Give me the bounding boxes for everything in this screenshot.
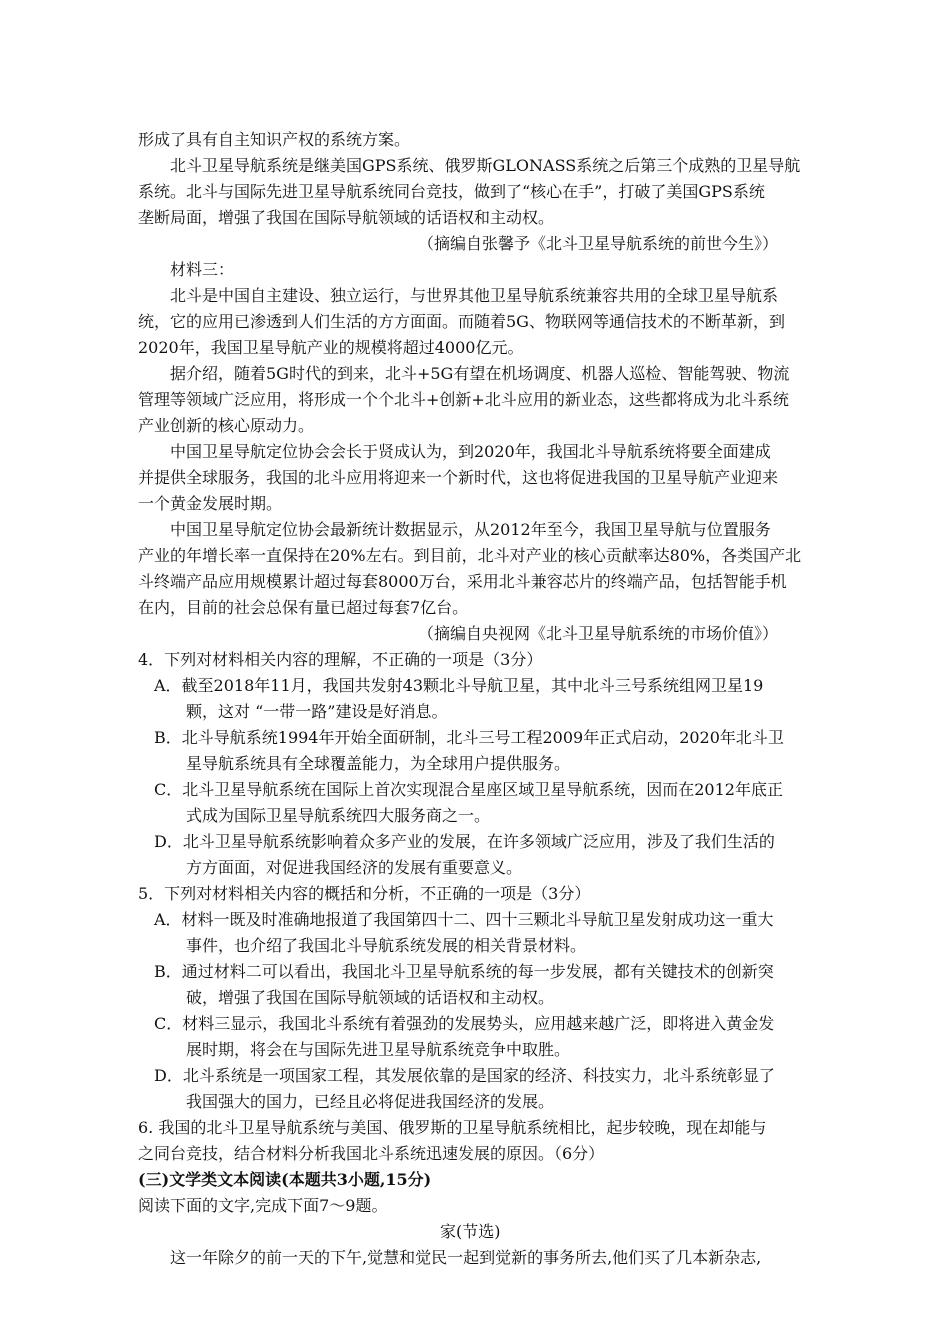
option-text: 破，增强了我国在国际导航领域的话语权和主动权。: [186, 988, 555, 1007]
option-d: D．北斗卫星导航系统影响着众多产业的发展，在许多领域广泛应用，涉及了我们生活的: [154, 832, 775, 851]
source-citation: （摘编自央视网《北斗卫星导航系统的市场价值》）: [418, 624, 779, 643]
option-a: A．截至2018年11月，我国共发射43颗北斗导航卫星，其中北斗三号系统组网卫星19: [154, 676, 764, 695]
source-citation: （摘编自张馨予《北斗卫星导航系统的前世今生》）: [418, 234, 779, 253]
text-line: 中国卫星导航定位协会最新统计数据显示，从2012年至今，我国卫星导航与位置服务: [170, 520, 771, 539]
option-a: A．材料一既及时准确地报道了我国第四十二、四十三颗北斗导航卫星发射成功这一重大: [154, 910, 774, 929]
text-line: 垄断局面，增强了我国在国际导航领域的话语权和主动权。: [138, 208, 555, 227]
instruction-text: 阅读下面的文字,完成下面7～9题。: [138, 1196, 388, 1215]
text-line: 一个黄金发展时期。: [138, 494, 283, 513]
option-text: 我国强大的国力，已经且必将促进我国经济的发展。: [186, 1092, 555, 1111]
text-line: 系统。北斗与国际先进卫星导航系统同台竞技，做到了“核心在手”，打破了美国GPS系统: [138, 182, 765, 201]
text-line: 斗终端产品应用规模累计超过每套8000万台，采用北斗兼容芯片的终端产品，包括智能手机: [138, 572, 787, 591]
option-text: 颗，这对 “一带一路”建设是好消息。: [186, 702, 448, 721]
option-b: B．通过材料二可以看出，我国北斗卫星导航系统的每一步发展，都有关键技术的创新突: [154, 962, 774, 981]
text-line: 中国卫星导航定位协会会长于贤成认为，到2020年，我国北斗导航系统将要全面建成: [170, 442, 771, 461]
text-line: 北斗是中国自主建设、独立运行，与世界其他卫星导航系统兼容共用的全球卫星导航系: [170, 286, 779, 305]
text-line: 据介绍，随着5G时代的到来，北斗+5G有望在机场调度、机器人巡检、智能驾驶、物流: [170, 364, 790, 383]
question-4: 4．下列对材料相关内容的理解，不正确的一项是（3分）: [138, 650, 543, 669]
section-label: 材料三：: [170, 260, 235, 279]
option-text: 展时期，将会在与国际先进卫星导航系统竞争中取胜。: [186, 1040, 571, 1059]
text-line: 2020年，我国卫星导航产业的规模将超过4000亿元。: [138, 338, 524, 357]
option-text: 星导航系统具有全球覆盖能力，为全球用户提供服务。: [186, 754, 571, 773]
question-6: 6. 我国的北斗卫星导航系统与美国、俄罗斯的卫星导航系统相比，起步较晚，现在却能与: [138, 1118, 767, 1137]
text-line: 管理等领域广泛应用，将形成一个个北斗+创新+北斗应用的新业态，这些都将成为北斗系统: [138, 390, 789, 409]
question-5: 5．下列对材料相关内容的概括和分析，不正确的一项是（3分）: [138, 884, 591, 903]
option-c: C．材料三显示，我国北斗系统有着强劲的发展势头，应用越来越广泛，即将进入黄金发: [154, 1014, 775, 1033]
option-d: D．北斗系统是一项国家工程，其发展依靠的是国家的经济、科技实力，北斗系统彰显了: [154, 1066, 775, 1085]
text-line: 形成了具有自主知识产权的系统方案。: [138, 130, 411, 149]
text-line: 这一年除夕的前一天的下午,觉慧和觉民一起到觉新的事务所去,他们买了几本新杂志,: [170, 1248, 762, 1267]
option-c: C．北斗卫星导航系统在国际上首次实现混合星座区域卫星导航系统，因而在2012年底正: [154, 780, 783, 799]
text-line: 产业的年增长率一直保持在20%左右。到目前，北斗对产业的核心贡献率达80%，各类国产北: [138, 546, 802, 565]
text-line: 产业创新的核心原动力。: [138, 416, 315, 435]
option-text: 式成为国际卫星导航系统四大服务商之一。: [186, 806, 491, 825]
option-text: 方方面面，对促进我国经济的发展有重要意义。: [186, 858, 523, 877]
section-heading: (三)文学类文本阅读(本题共3小题,15分): [138, 1170, 432, 1189]
text-line: 北斗卫星导航系统是继美国GPS系统、俄罗斯GLONASS系统之后第三个成熟的卫星导航: [170, 156, 801, 175]
question-text: 之同台竞技，结合材料分析我国北斗系统迅速发展的原因。（6分）: [138, 1144, 605, 1163]
text-line: 统，它的应用已渗透到人们生活的方方面面。而随着5G、物联网等通信技术的不断革新，到: [138, 312, 785, 331]
passage-title: 家(节选): [440, 1222, 501, 1241]
option-b: B．北斗导航系统1994年开始全面研制，北斗三号工程2009年正式启动，2020年北斗卫: [154, 728, 784, 747]
text-line: 在内，目前的社会总保有量已超过每套7亿台。: [138, 598, 469, 617]
text-line: 并提供全球服务，我国的北斗应用将迎来一个新时代，这也将促进我国的卫星导航产业迎来: [138, 468, 779, 487]
option-text: 事件，也介绍了我国北斗导航系统发展的相关背景材料。: [186, 936, 587, 955]
